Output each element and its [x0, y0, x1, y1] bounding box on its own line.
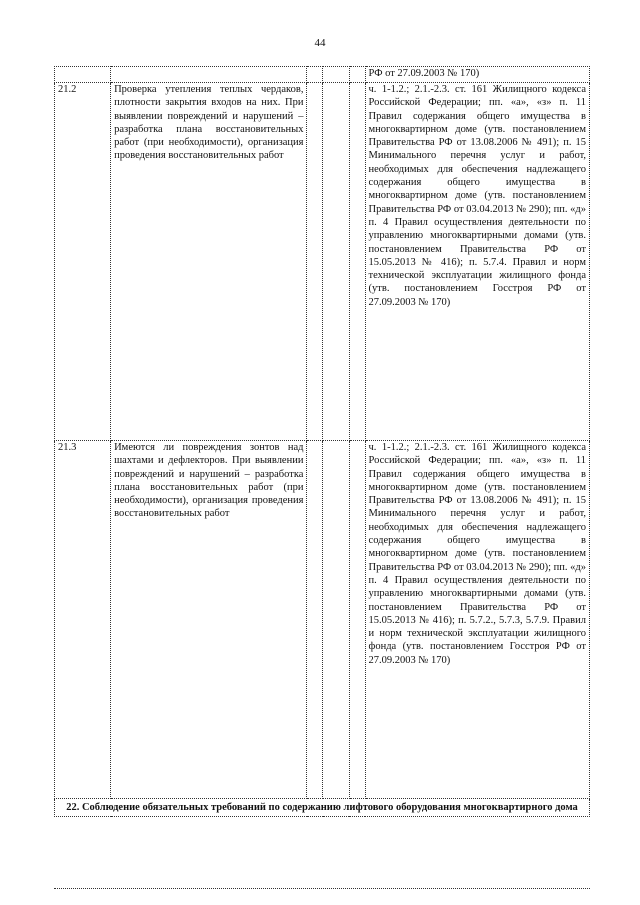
row-number: 21.3	[55, 441, 111, 799]
cell-answer-na	[349, 67, 365, 83]
row-question: Проверка утепления теплых чердаков, плотности закрытия входов на них. При выявлении повреждений и нарушений – разработка плана восстановительных работ (при необходимости), организация проведения восстановительных работ	[111, 83, 307, 441]
section-heading: 22. Соблюдение обязательных требований по содержанию лифтового оборудования многоквартирного дома	[55, 799, 590, 817]
table-row	[55, 83, 590, 441]
requirements-table	[54, 66, 590, 817]
cell-legal-basis: РФ от 27.09.2003 № 170)	[365, 67, 589, 83]
cell-answer-yes	[307, 67, 323, 83]
cell-answer-no	[323, 83, 349, 441]
cell-answer-no	[323, 441, 349, 799]
section-row	[55, 799, 590, 817]
cell-answer-na	[349, 83, 365, 441]
page-number: 44	[314, 37, 326, 49]
cell-question	[111, 67, 307, 83]
row-question: Имеются ли повреждения зонтов над шахтами и дефлекторов. При выявлении повреждений и нарушений – разработка плана восстановительных работ (при необходимости), организация проведения восстановительных работ	[111, 441, 307, 799]
cell-answer-no	[323, 67, 349, 83]
row-number: 21.2	[55, 83, 111, 441]
cell-answer-yes	[307, 83, 323, 441]
row-legal-basis: ч. 1-1.2.; 2.1.-2.3. ст. 161 Жилищного кодекса Российской Федерации; пп. «а», «з» п. 11 Правил содержания общего имущества в многоквартирном доме (утв. постановлением Правительства РФ от 13.08.2006 № 491); п. 15 Минимального перечня услуг и работ, необходимых для обеспечения надлежащего содержания общего имущества в многоквартирном доме (утв. постановлением Правительства РФ от 03.04.2013 № 290); пп. «д» п. 4 Правил осуществления деятельности по управлению многоквартирными домами (утв. постановлением Правительства РФ от 15.05.2013 № 416); п. 5.7.4. Правил и норм технической эксплуатации жилищного фонда (утв. постановлением Госстроя РФ от 27.09.2003 № 170)	[365, 83, 589, 441]
cell-number	[55, 67, 111, 83]
cell-answer-na	[349, 441, 365, 799]
table-row	[55, 441, 590, 799]
table-row-continuation	[55, 67, 590, 83]
cell-answer-yes	[307, 441, 323, 799]
page-frame-line	[54, 888, 590, 889]
row-legal-basis: ч. 1-1.2.; 2.1.-2.3. ст. 161 Жилищного кодекса Российской Федерации; пп. «а», «з» п. 11 Правил содержания общего имущества в многоквартирном доме (утв. постановлением Правительства РФ от 13.08.2006 № 491); п. 15 Минимального перечня услуг и работ, необходимых для обеспечения надлежащего содержания общего имущества в многоквартирном доме (утв. постановлением Правительства РФ от 03.04.2013 № 290); пп. «д» п. 4 Правил осуществления деятельности по управлению многоквартирными домами (утв. постановлением Правительства РФ от 15.05.2013 № 416); п. 5.7.2., 5.7.3, 5.7.9. Правил и норм технической эксплуатации жилищного фонда (утв. постановлением Госстроя РФ от 27.09.2003 № 170)	[365, 441, 589, 799]
